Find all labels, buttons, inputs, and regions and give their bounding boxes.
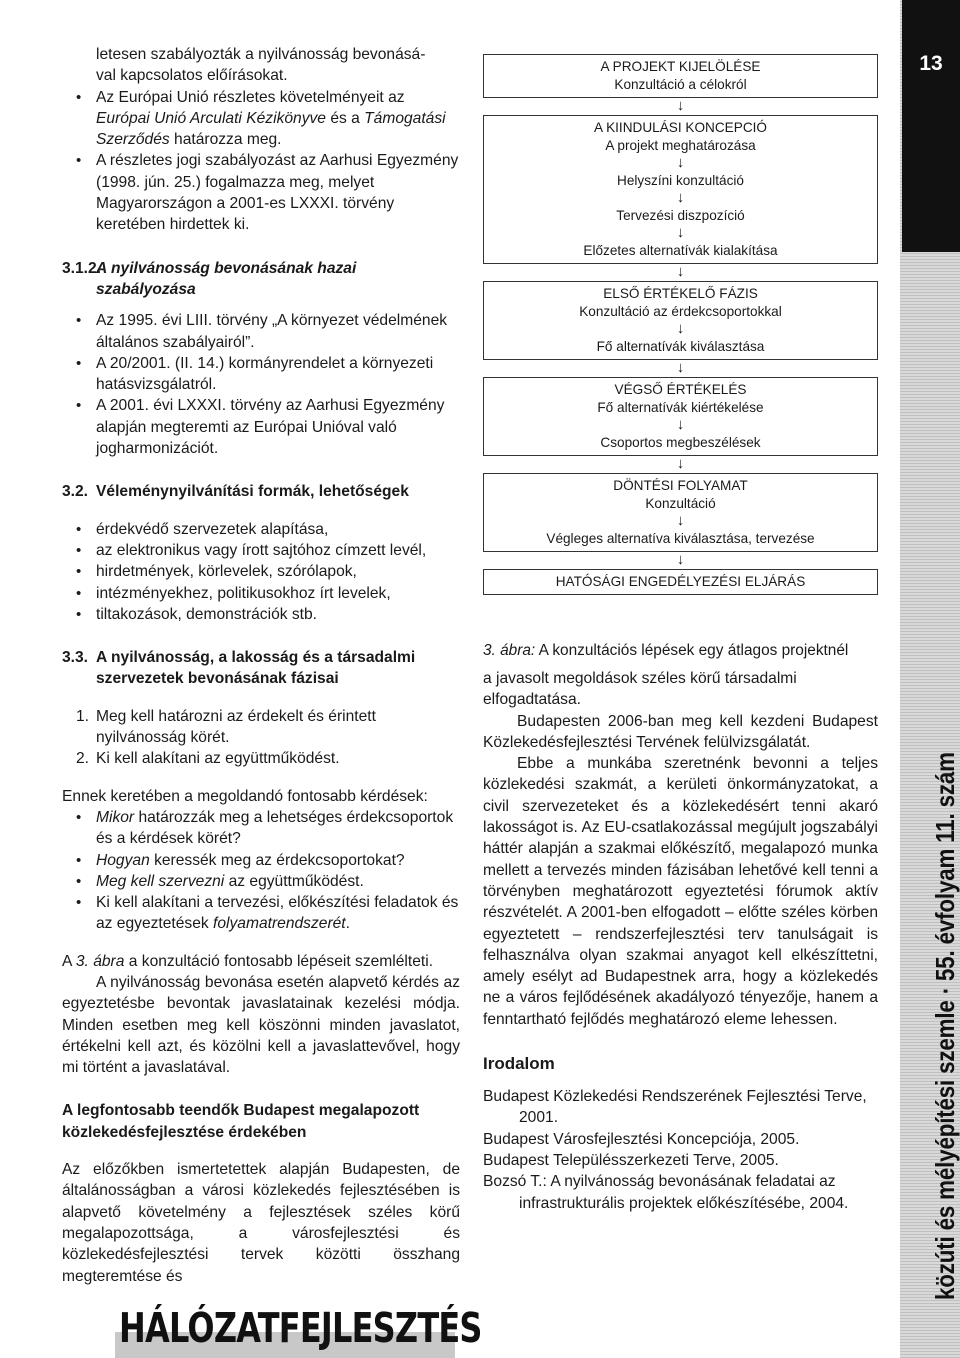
arrow-down-icon: ↓ <box>676 224 685 241</box>
reference-item: Budapest Településszerkezeti Terve, 2005. <box>483 1151 779 1169</box>
law-bullet-list <box>62 310 460 459</box>
list-item: 2. Ki kell alakítani az együttműködést. <box>76 750 340 768</box>
questions-list <box>62 807 460 935</box>
reference-item: Budapest Közlekedési Rendszerének Fejlesztési Terve, 2001. <box>483 1088 867 1127</box>
arrow-down-icon: ↓ <box>676 320 685 337</box>
list-item: • Az Európai Unió részletes követelményeit az Európai Unió Arculati Kézikönyve és a Támogatási Szerződés határozza meg. <box>62 87 460 151</box>
arrow-down-icon: ↓ <box>676 263 685 280</box>
intro-bullet-list <box>62 87 460 236</box>
intro-line-2: val kapcsolatos előírásokat. <box>96 67 288 85</box>
list-item: • érdekvédő szervezetek alapítása, <box>62 519 460 540</box>
budapest-heading: A legfontosabb teendők Budapest megalapozott közlekedésfejlesztése érdekében <box>62 1102 420 1141</box>
arrow-down-icon: ↓ <box>676 512 685 529</box>
section-footer-title: HÁLÓZATFEJLESZTÉS <box>119 1304 482 1352</box>
list-item: 1. Meg kell határozni az érdekelt és érintett nyilvánosság körét. <box>76 707 376 747</box>
arrow-down-icon: ↓ <box>676 97 685 114</box>
opinion-forms-list <box>62 519 460 625</box>
list-item: • intézményekhez, politikusokhoz írt levelek, <box>62 583 460 604</box>
budapest-paragraph: Az előzőkben ismertetettek alapján Budapesten, de általánosságban a városi közlekedés fejlesztésében is alapvető követelmény a fejlesztések széles körű megalapozottsága, a városfejlesztési és közlekedésfejlesztési tervek közötti összhang megteremtése és <box>62 1161 460 1285</box>
figure-reference-paragraph: A 3. ábra a konzultáció fontosabb lépéseit szemlélteti. <box>62 952 434 970</box>
references-list <box>483 1086 878 1214</box>
section-heading-3-3: 3.3. A nyilvánosság, a lakosság és a társadalmi szervezetek bevonásának fázisai <box>62 649 416 688</box>
list-item: • Ki kell alakítani a tervezési, előkészítési feladatok és az egyeztetések folyamatrendszerét. <box>62 892 460 935</box>
arrow-down-icon: ↓ <box>676 551 685 568</box>
flow-box-decision: DÖNTÉSI FOLYAMAT Konzultáció ↓ Végleges alternatíva kiválasztása, tervezése <box>483 473 878 552</box>
flow-box-final-evaluation: VÉGSŐ ÉRTÉKELÉS Fő alternatívák kiértékelése ↓ Csoportos megbeszélések <box>483 377 878 456</box>
list-item: • A 2001. évi LXXXI. törvény az Aarhusi Egyezmény alapján megteremti az Európai Unióval való jogharmonizációt. <box>62 395 460 459</box>
arrow-down-icon: ↓ <box>676 189 685 206</box>
page-number-tab <box>902 0 960 252</box>
list-item: • A 20/2001. (II. 14.) kormányrendelet a környezeti hatásvizsgálatról. <box>62 353 460 396</box>
journal-title-vertical: közúti és mélyépítési szemle · 55. évfolyam 11. szám <box>930 752 960 1300</box>
intro-line-1: letesen szabályozták a nyilvánosság bevonásá- <box>96 46 426 63</box>
section-heading-3-1-2: 3.1.2.A nyilvánosság bevonásának hazai szabályozása <box>62 259 357 298</box>
list-item: • tiltakozások, demonstrációk stb. <box>62 604 460 625</box>
list-item: • hirdetmények, körlevelek, szórólapok, <box>62 561 460 582</box>
arrow-down-icon: ↓ <box>676 154 685 171</box>
review-paragraph: Budapesten 2006-ban meg kell kezdeni Budapest Közlekedésfejlesztési Tervének felülvizsgálatát. <box>483 712 878 751</box>
list-item: • A részletes jogi szabályozást az Aarhusi Egyezmény (1998. jún. 25.) fogalmazza meg, melyet Magyarországon a 2001-es LXXXI. törvény keretében hirdettek ki. <box>62 150 460 235</box>
arrow-down-icon: ↓ <box>676 416 685 433</box>
list-item: • Hogyan keressék meg az érdekcsoportokat? <box>62 850 460 871</box>
flow-box-first-evaluation: ELSŐ ÉRTÉKELŐ FÁZIS Konzultáció az érdekcsoportokkal ↓ Fő alternatívák kiválasztása <box>483 281 878 360</box>
list-item: • Mikor határozzák meg a lehetséges érdekcsoportok és a kérdések körét? <box>62 807 460 850</box>
continued-paragraph: a javasolt megoldások széles körű társadalmi elfogadtatása. <box>483 670 797 709</box>
list-item: • Meg kell szervezni az együttműködést. <box>62 871 460 892</box>
reference-item: Bozsó T.: A nyilvánosság bevonásának feladatai az infrastrukturális projektek előkészítésébe, 2004. <box>483 1173 849 1212</box>
list-item: • az elektronikus vagy írott sajtóhoz címzett levél, <box>62 540 460 561</box>
flow-box-project: A PROJEKT KIJELÖLÉSE Konzultáció a célokról <box>483 54 878 98</box>
section-heading-3-2: 3.2. Véleménynyilvánítási formák, lehetőségek <box>62 483 409 501</box>
flow-box-authority-permit: HATÓSÁGI ENGEDÉLYEZÉSI ELJÁRÁS <box>483 569 878 595</box>
references-heading: Irodalom <box>483 1054 555 1074</box>
arrow-down-icon: ↓ <box>676 455 685 472</box>
page-number: 13 <box>919 52 943 75</box>
arrow-down-icon: ↓ <box>676 359 685 376</box>
involvement-paragraph: Ebbe a munkába szeretnénk bevonni a teljes közlekedési szakmát, a kerületi önkormányzatokat, a civil szervezeteket és a közlekedésért tenni akaró lakosságot is. Az EU-csatlakozással megújult jogszabályi háttér alapján a szakmai előkészítő, megalapozó munka mellett a tervezés minden fázisában lehetővé kell tenni a törvényben meghatározott egyeztetési fórumok aktív részvételét. A 2001-ben elfogadott – előtte széles körben egyeztetett – rendszerfejlesztési terv tanulságait is felhasználva olyan szakmai anyagot kell elkészíttetni, amely esélyt ad Budapestnek arra, hogy a közlekedés ne a város fejlődésének akadályozó tényezője, hanem a fenntartható fejlődés meghatározó eleme lehessen. <box>483 755 878 1028</box>
list-item: • Az 1995. évi LIII. törvény „A környezet védelmének általános szabályairól”. <box>62 310 460 353</box>
proposal-handling-paragraph: A nyilvánosság bevonása esetén alapvető kérdés az egyeztetésbe bevontak javaslatainak kezelési módja. Minden esetben meg kell köszönni minden javaslatot, értékelni kell azt, és közölni kell a javaslattevővel, hogy mi történt a javaslatával. <box>62 973 460 1077</box>
questions-intro: Ennek keretében a megoldandó fontosabb kérdések: <box>62 787 428 805</box>
consultation-flowchart <box>483 54 878 595</box>
reference-item: Budapest Városfejlesztési Koncepciója, 2005. <box>483 1130 800 1148</box>
figure-caption: 3. ábra: A konzultációs lépések egy átlagos projektnél <box>483 642 849 660</box>
left-column <box>62 44 460 1287</box>
phase-steps-list <box>62 706 460 770</box>
flow-box-initial-concept: A KIINDULÁSI KONCEPCIÓ A projekt meghatározása ↓ Helyszíni konzultáció ↓ Tervezési diszpozíció ↓ Előzetes alternatívák kialakítása <box>483 115 878 264</box>
right-column <box>483 668 878 1214</box>
